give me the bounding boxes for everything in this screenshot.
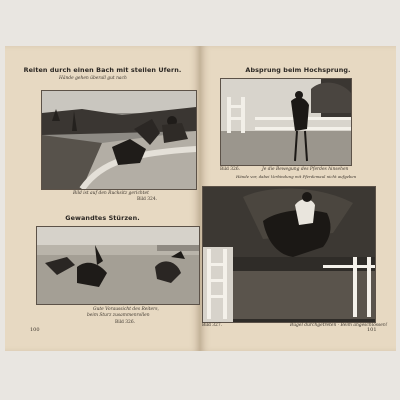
left-page [5,46,200,351]
left-photo-1-number: Bild 324. [137,197,158,202]
left-heading-falling: Gewandtes Stürzen. [65,214,140,222]
photo-high-jump-takeoff [220,78,352,166]
right-photo-1-number: Bild 326. [220,167,241,172]
right-page-number: 101 [367,327,377,333]
left-photo-2-caption-line-1: Gute Voraussicht des Reiters, [93,307,159,312]
right-heading-high-jump: Absprung beim Hochsprung. [245,66,351,74]
right-photo-2-number: Bild 327. [202,323,223,328]
left-page-number: 100 [30,327,40,333]
open-book [0,46,400,351]
photo-horse-over-fence [202,186,376,323]
left-photo-2-number: Bild 326. [115,320,136,325]
left-photo-1-top-caption: Hände gehen überall gut nach [59,76,127,81]
right-photo-1-caption-line-1: Je die Bewegung des Pferdes hinsehen [262,167,349,172]
left-heading-stream-crossing: Reiten durch einen Bach mit steilen Ufern. [23,66,182,74]
right-photo-1-caption-line-2: Hände vor, dabei Verbindung mit Pferdemaul nicht aufgeben [236,174,357,179]
left-photo-1-caption: Bild ist auf den Rucksitz gerichtet [73,191,149,196]
photo-rider-falling [36,226,200,305]
photo-stream-crossing [41,90,197,190]
left-photo-2-caption-line-2: beim Sturz zusammenrollen [87,313,150,318]
right-page [200,46,396,351]
right-photo-2-caption: Bügel durchgetreten · Beim angeschlossen! [290,323,388,328]
